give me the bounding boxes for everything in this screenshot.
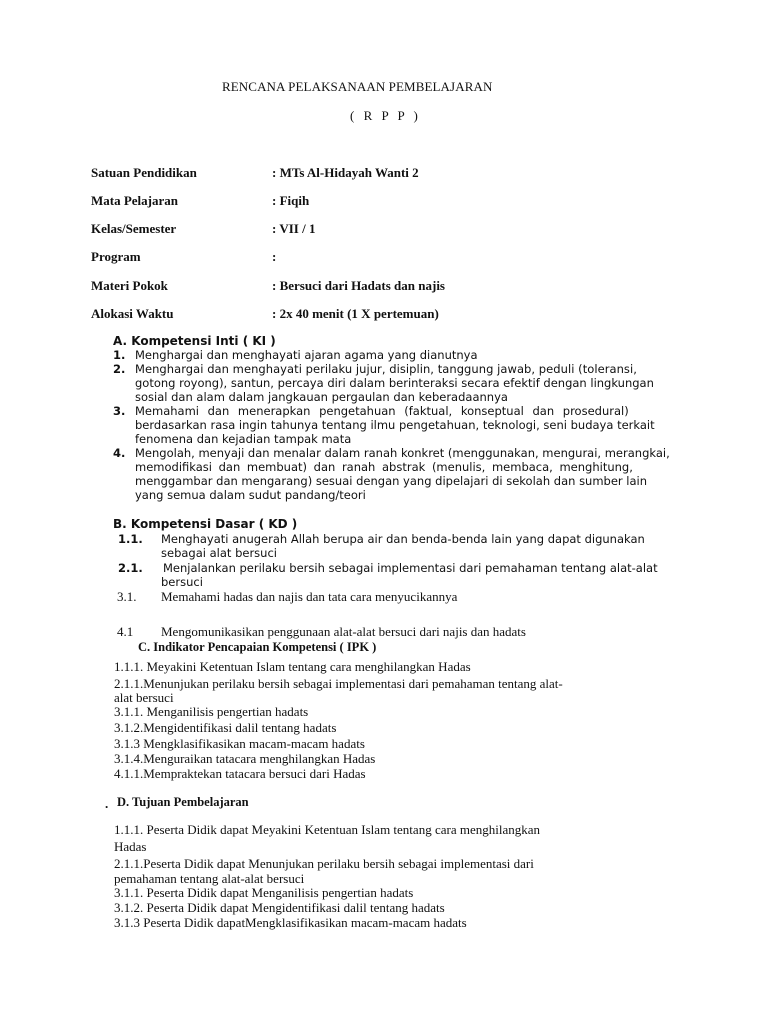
kd-number: 1.1. <box>118 532 143 546</box>
kd-heading: B. Kompetensi Dasar ( KD ) <box>113 517 298 531</box>
ipk-item: alat bersuci <box>114 690 174 705</box>
identity-value: : MTs Al-Hidayah Wanti 2 <box>272 165 419 180</box>
kd-number: 4.1 <box>117 624 134 639</box>
ipk-item: 3.1.2.Mengidentifikasi dalil tentang hadats <box>114 720 337 735</box>
document-subtitle: ( R P P ) <box>350 108 421 123</box>
kd-line: sebagai alat bersuci <box>161 546 277 560</box>
identity-label: Materi Pokok <box>91 278 168 293</box>
identity-label: Alokasi Waktu <box>91 306 174 321</box>
tujuan-item: 3.1.1. Peserta Didik dapat Menganilisis pengertian hadats <box>114 885 414 900</box>
identity-value: : Fiqih <box>272 193 310 208</box>
identity-value: : 2x 40 menit (1 X pertemuan) <box>272 306 439 321</box>
ki-line: Menghargai dan menghayati ajaran agama yang dianutnya <box>135 348 478 362</box>
ipk-item: 2.1.1.Menunjukan perilaku bersih sebagai implementasi dari pemahaman tentang alat- <box>114 676 563 691</box>
ipk-item: 3.1.4.Menguraikan tatacara menghilangkan Hadas <box>114 751 376 766</box>
identity-value: : <box>272 249 277 264</box>
document-title: RENCANA PELAKSANAAN PEMBELAJARAN <box>222 79 493 94</box>
ipk-item: 4.1.1.Mempraktekan tatacara bersuci dari Hadas <box>114 766 366 781</box>
ki-number: 3. <box>113 404 126 418</box>
kd-line: bersuci <box>161 575 203 589</box>
tujuan-item: pemahaman tentang alat-alat bersuci <box>114 871 305 886</box>
kd-number: 3.1. <box>117 589 137 604</box>
tujuan-item: 3.1.2. Peserta Didik dapat Mengidentifikasi dalil tentang hadats <box>114 900 445 915</box>
tujuan-item: 2.1.1.Peserta Didik dapat Menunjukan perilaku bersih sebagai implementasi dari <box>114 856 534 871</box>
ki-line: berdasarkan rasa ingin tahunya tentang ilmu pengetahuan, teknologi, seni budaya terkait <box>135 418 655 432</box>
tujuan-item: Hadas <box>114 839 147 854</box>
ki-line: fenomena dan kejadian tampak mata <box>135 432 352 446</box>
ki-number: 2. <box>113 362 126 376</box>
ki-line: gotong royong), santun, percaya diri dalam berinteraksi secara efektif dengan lingkungan <box>135 376 654 390</box>
ki-heading: A. Kompetensi Inti ( KI ) <box>113 334 276 348</box>
ki-line: menggambar dan mengarang) sesuai dengan yang dipelajari di sekolah dan sumber lain <box>135 474 648 488</box>
ki-number: 4. <box>113 446 126 460</box>
kd-line: Memahami hadas dan najis dan tata cara menyucikannya <box>161 589 458 604</box>
kd-line: Menjalankan perilaku bersih sebagai implementasi dari pemahaman tentang alat-alat <box>163 561 658 575</box>
ipk-item: 1.1.1. Meyakini Ketentuan Islam tentang cara menghilangkan Hadas <box>114 659 471 674</box>
ipk-heading: C. Indikator Pencapaian Kompetensi ( IPK ) <box>138 640 377 654</box>
identity-label: Program <box>91 249 141 264</box>
ki-line: Memahami dan menerapkan pengetahuan (faktual, konseptual dan prosedural) <box>135 404 629 418</box>
identity-label: Kelas/Semester <box>91 221 177 236</box>
ki-line: memodifikasi dan membuat) dan ranah abstrak (menulis, membaca, menghitung, <box>135 460 633 474</box>
tujuan-item: 1.1.1. Peserta Didik dapat Meyakini Ketentuan Islam tentang cara menghilangkan <box>114 822 540 837</box>
ki-line: sosial dan alam dalam jangkauan pergaulan dan keberadaannya <box>135 390 508 404</box>
tujuan-bullet: . <box>105 796 109 811</box>
tujuan-heading: D. Tujuan Pembelajaran <box>117 795 249 809</box>
identity-label: Satuan Pendidikan <box>91 165 197 180</box>
ipk-item: 3.1.1. Menganilisis pengertian hadats <box>114 704 309 719</box>
ki-line: Menghargai dan menghayati perilaku jujur, disiplin, tanggung jawab, peduli (toleransi, <box>135 362 637 376</box>
identity-label: Mata Pelajaran <box>91 193 179 208</box>
identity-value: : VII / 1 <box>272 221 316 236</box>
ipk-item: 3.1.3 Mengklasifikasikan macam-macam hadats <box>114 736 365 751</box>
ki-line: Mengolah, menyaji dan menalar dalam ranah konkret (menggunakan, mengurai, merangkai, <box>135 446 670 460</box>
kd-line: Mengomunikasikan penggunaan alat-alat bersuci dari najis dan hadats <box>161 624 526 639</box>
identity-value: : Bersuci dari Hadats dan najis <box>272 278 445 293</box>
kd-number: 2.1. <box>118 561 143 575</box>
kd-line: Menghayati anugerah Allah berupa air dan benda-benda lain yang dapat digunakan <box>161 532 645 546</box>
ki-line: yang semua dalam sudut pandang/teori <box>135 488 366 502</box>
tujuan-item: 3.1.3 Peserta Didik dapatMengklasifikasikan macam-macam hadats <box>114 915 467 930</box>
ki-number: 1. <box>113 348 126 362</box>
